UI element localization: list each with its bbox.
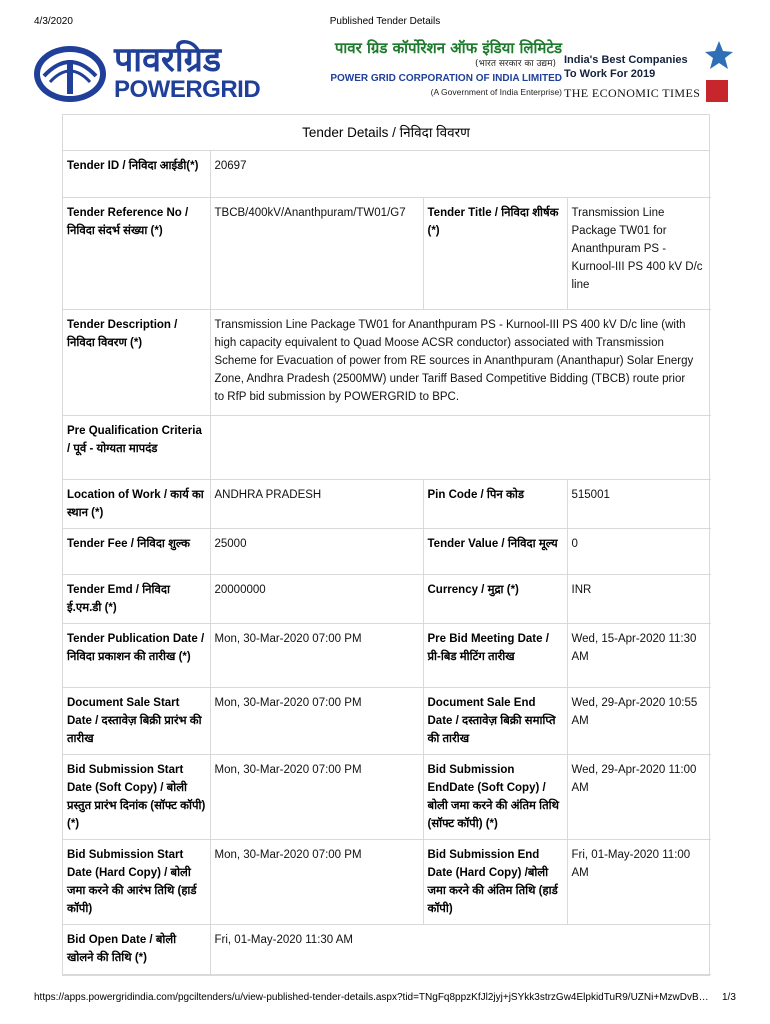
table-row — [63, 839, 711, 924]
table-row — [63, 528, 711, 574]
banner — [30, 38, 730, 108]
award-line-2: To Work For 2019 — [564, 68, 656, 80]
tender-fee-value: 25000 — [210, 528, 423, 574]
company-name-block — [300, 38, 562, 98]
tender-fee-label: Tender Fee / निविदा शुल्क — [63, 528, 210, 574]
doc-sale-end-value: Wed, 29-Apr-2020 10:55 AM — [567, 687, 711, 754]
tender-reference-value: TBCB/400kV/Ananthpuram/TW01/G7 — [210, 197, 423, 309]
table-row — [63, 574, 711, 623]
table-row — [63, 687, 711, 754]
company-english-sub: (A Government of India Enterprise) — [430, 87, 562, 97]
currency-label: Currency / मुद्रा (*) — [423, 574, 567, 623]
company-hindi-sub: (भारत सरकार का उद्यम) — [475, 59, 556, 69]
bid-hard-end-value: Fri, 01-May-2020 11:00 AM — [567, 839, 711, 924]
powergrid-logo — [30, 40, 261, 104]
pre-qualification-value — [210, 415, 711, 479]
table-row — [63, 623, 711, 687]
bid-hard-start-value: Mon, 30-Mar-2020 07:00 PM — [210, 839, 423, 924]
bid-soft-start-value: Mon, 30-Mar-2020 07:00 PM — [210, 754, 423, 839]
location-label: Location of Work / कार्य का स्थान (*) — [63, 479, 210, 528]
pin-code-label: Pin Code / पिन कोड — [423, 479, 567, 528]
table-row — [63, 924, 711, 974]
pre-bid-meeting-value: Wed, 15-Apr-2020 11:30 AM — [567, 623, 711, 687]
company-english-name: POWER GRID CORPORATION OF INDIA LIMITED — [330, 73, 562, 84]
tender-value-value: 0 — [567, 528, 711, 574]
table-row — [63, 415, 711, 479]
tender-reference-label: Tender Reference No / निविदा संदर्भ संख्या (*) — [63, 197, 210, 309]
bid-open-date-label: Bid Open Date / बोली खोलने की तिथि (*) — [63, 924, 210, 974]
table-row — [63, 479, 711, 528]
tender-description-label: Tender Description / निविदा विवरण (*) — [63, 309, 210, 415]
bid-soft-end-label: Bid Submission EndDate (Soft Copy) / बोली जमा करने की अंतिम तिथि (सॉफ्ट कॉपी) (*) — [423, 754, 567, 839]
print-date: 4/3/2020 — [34, 16, 73, 27]
logo-hindi-text: पावरग्रिड — [114, 40, 222, 80]
table-row — [63, 151, 711, 197]
table-row — [63, 309, 711, 415]
star-icon — [704, 40, 734, 70]
page-url: https://apps.powergridindia.com/pgciltenders/u/view-published-tender-details.aspx?tid=TNgFq8ppzKfJl2jyj+jSYkk3strzGw4ElpkidTuR9/UZNi+MzwDvB… — [34, 992, 709, 1003]
et-badge-icon — [706, 80, 728, 102]
location-value: ANDHRA PRADESH — [210, 479, 423, 528]
bid-hard-end-label: Bid Submission End Date (Hard Copy) /बोली जमा करने की अंतिम तिथि (हार्ड कॉपी) — [423, 839, 567, 924]
tender-emd-label: Tender Emd / निविदा ई.एम.डी (*) — [63, 574, 210, 623]
publication-date-label: Tender Publication Date / निविदा प्रकाशन की तारीख (*) — [63, 623, 210, 687]
best-companies-award — [564, 40, 734, 102]
bid-soft-end-value: Wed, 29-Apr-2020 11:00 AM — [567, 754, 711, 839]
publication-date-value: Mon, 30-Mar-2020 07:00 PM — [210, 623, 423, 687]
print-title: Published Tender Details — [329, 16, 441, 27]
powergrid-emblem-icon — [30, 42, 110, 104]
tender-title-value: Transmission Line Package TW01 for Ananthpuram PS - Kurnool-III PS 400 kV D/c line — [567, 197, 711, 309]
tender-details-table — [63, 151, 711, 975]
page-number: 1/3 — [722, 992, 736, 1003]
tender-value-label: Tender Value / निविदा मूल्य — [423, 528, 567, 574]
tender-description-value: Transmission Line Package TW01 for Ananthpuram PS - Kurnool-III PS 400 kV D/c line (with high capacity equivalent to Quad Moose ACSR conductor) associated with Transmission Scheme for Evacuation of power from RE sources in Ananthpuram (Ananthapur) Solar Energy Zone, Andhra Pradesh (2500MW) under Tariff Based Competitive Bidding (TBCB) route prior to RfP bid submission by POWERGRID to BPC. — [210, 309, 711, 415]
pre-qualification-label: Pre Qualification Criteria / पूर्व - योग्यता मापदंड — [63, 415, 210, 479]
table-row — [63, 754, 711, 839]
tender-title-label: Tender Title / निविदा शीर्षक (*) — [423, 197, 567, 309]
doc-sale-end-label: Document Sale End Date / दस्तावेज़ बिक्री समाप्ति की तारीख — [423, 687, 567, 754]
tender-emd-value: 20000000 — [210, 574, 423, 623]
bid-soft-start-label: Bid Submission Start Date (Soft Copy) / बोली प्रस्तुत प्रारंभ दिनांक (सॉफ्ट कॉपी) (*) — [63, 754, 210, 839]
pin-code-value: 515001 — [567, 479, 711, 528]
section-title: Tender Details / निविदा विवरण — [63, 115, 709, 151]
tender-details-panel — [62, 114, 710, 976]
company-hindi-name: पावर ग्रिड कॉर्पोरेशन ऑफ इंडिया लिमिटेड — [334, 39, 562, 57]
pre-bid-meeting-label: Pre Bid Meeting Date / प्री-बिड मीटिंग तारीख — [423, 623, 567, 687]
bid-open-date-value: Fri, 01-May-2020 11:30 AM — [210, 924, 711, 974]
doc-sale-start-value: Mon, 30-Mar-2020 07:00 PM — [210, 687, 423, 754]
currency-value: INR — [567, 574, 711, 623]
award-line-3: THE ECONOMIC TIMES — [564, 86, 701, 100]
tender-id-label: Tender ID / निविदा आईडी(*) — [63, 151, 210, 197]
tender-id-value: 20697 — [210, 151, 711, 197]
table-row — [63, 197, 711, 309]
bid-hard-start-label: Bid Submission Start Date (Hard Copy) / बोली जमा करने की आरंभ तिथि (हार्ड कॉपी) — [63, 839, 210, 924]
logo-english-text: POWERGRID — [114, 76, 261, 103]
award-line-1: India's Best Companies — [564, 54, 688, 66]
doc-sale-start-label: Document Sale Start Date / दस्तावेज़ बिक्री प्रारंभ की तारीख — [63, 687, 210, 754]
